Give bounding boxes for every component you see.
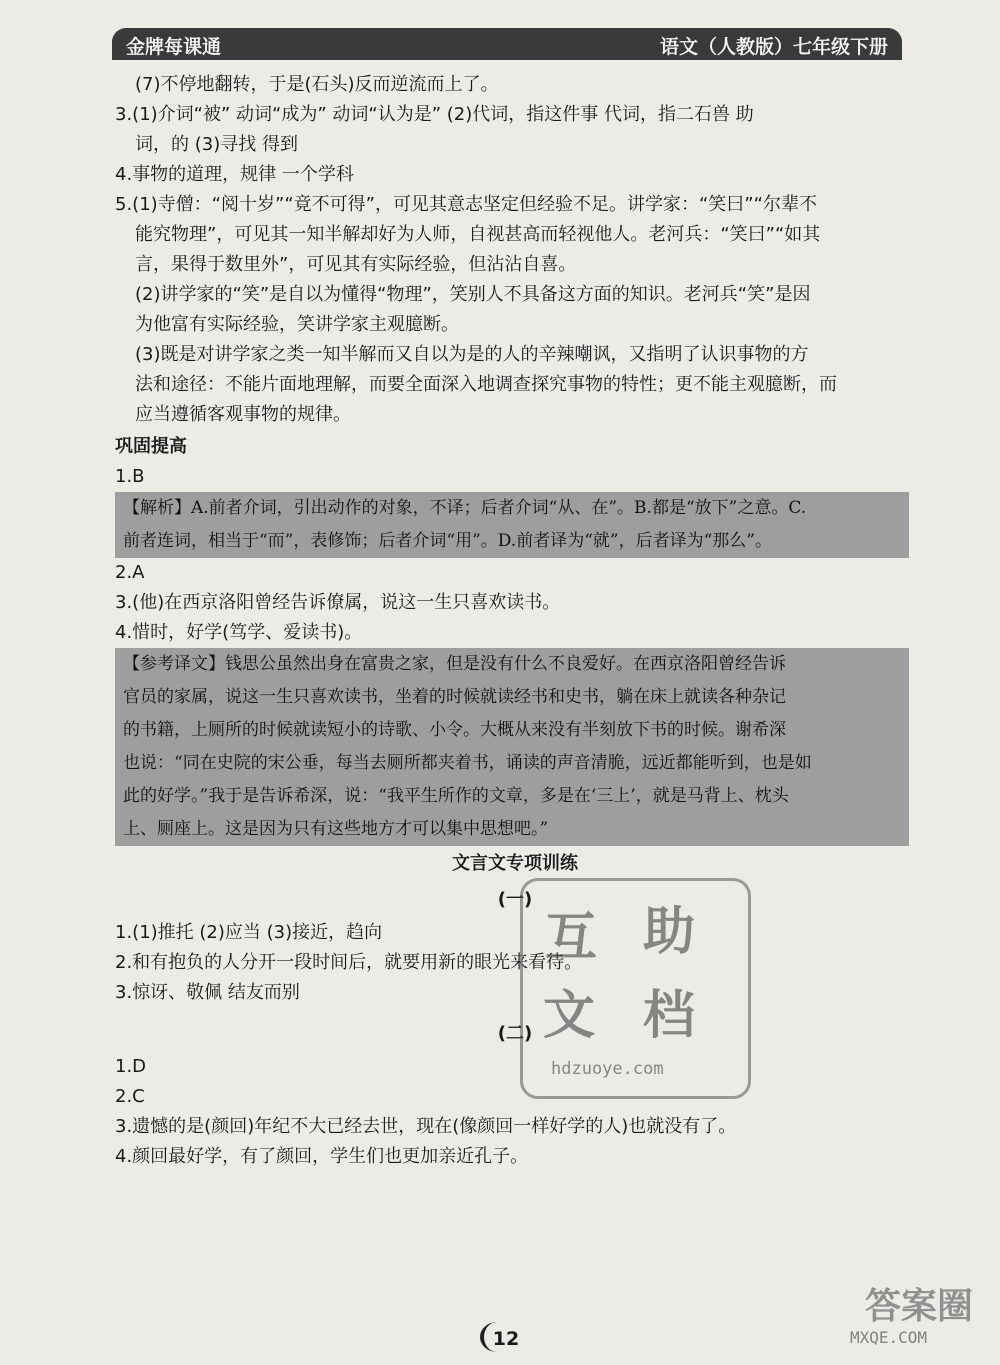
answer-line: (7)不停地翻转，于是(石头)反而逆流而上了。 xyxy=(135,74,499,95)
stamp-char: 档 xyxy=(643,986,696,1046)
stamp-char: 互 xyxy=(545,908,598,968)
section-title: 巩固提高 xyxy=(115,436,187,457)
answer-line: 1.B xyxy=(115,466,145,487)
header-book-title: 金牌每课通 xyxy=(126,36,222,58)
translation-line: 官员的家属，说这一生只喜欢读书，坐着的时候就读经书和史书，躺在床上就读各种杂记 xyxy=(123,687,786,707)
page-number-text: 12 xyxy=(492,1328,520,1350)
translation-box xyxy=(115,648,909,846)
answer-line: 3.惊讶、敬佩 结友而别 xyxy=(115,982,300,1003)
answer-line: 能究物理”，可见其一知半解却好为人师，自视甚高而轻视他人。老河兵：“笑曰”“如其 xyxy=(135,224,821,245)
answer-line: 1.D xyxy=(115,1056,147,1077)
page-content xyxy=(115,70,915,1172)
analysis-box xyxy=(115,492,909,558)
analysis-line: 前者连词，相当于“而”，表修饰；后者介词“用”。D.前者译为“就”，后者译为“那么”。 xyxy=(123,531,772,551)
answer-line: 言，果得于数里外”，可见其有实际经验，但沾沾自喜。 xyxy=(135,254,577,275)
answer-line: 1.(1)推托 (2)应当 (3)接近，趋向 xyxy=(115,922,383,943)
translation-line: 上、厕座上。这是因为只有这些地方才可以集中思想吧。” xyxy=(123,819,549,839)
part-title: (一) xyxy=(497,889,533,910)
answer-line: 法和途径：不能片面地理解，而要全面深入地调查探究事物的特性；更不能主观臆断，而 xyxy=(135,374,837,395)
stamp-char: 文 xyxy=(543,986,596,1046)
translation-line: 的书籍，上厕所的时候就读短小的诗歌、小令。大概从来没有半刻放下书的时候。谢希深 xyxy=(123,720,786,740)
answer-line: 5.(1)寺僧：“阅十岁”“竟不可得”，可见其意志坚定但经验不足。讲学家：“笑曰”“尔辈不 xyxy=(115,194,817,215)
answer-line: 4.颜回最好学，有了颜回，学生们也更加亲近孔子。 xyxy=(115,1146,529,1167)
answer-line: 3.(1)介词“被” 动词“成为” 动词“认为是” (2)代词，指这件事 代词，指二石兽 助 xyxy=(115,104,754,125)
answer-line: 2.A xyxy=(115,562,145,583)
answer-line: 2.C xyxy=(115,1086,145,1107)
answer-line: 3.遗憾的是(颜回)年纪不大已经去世，现在(像颜回一样好学的人)也就没有了。 xyxy=(115,1116,737,1137)
translation-line: 【参考译文】钱思公虽然出身在富贵之家，但是没有什么不良爱好。在西京洛阳曾经告诉 xyxy=(123,654,786,674)
translation-line: 也说：“同在史院的宋公垂，每当去厕所都夹着书，诵读的声音清脆，远近都能听到，也是如 xyxy=(123,753,812,773)
answer-line: 2.和有抱负的人分开一段时间后，就要用新的眼光来看待。 xyxy=(115,952,583,973)
corner-watermark-site: MXQE.COM xyxy=(850,1328,928,1347)
answer-line: 应当遵循客观事物的规律。 xyxy=(135,404,351,425)
watermark-stamp xyxy=(520,878,751,1099)
corner-watermark-logo: 答案圈 xyxy=(865,1286,974,1327)
answer-line: 词，的 (3)寻找 得到 xyxy=(135,134,298,155)
translation-line: 此的好学。”我于是告诉希深，说：“我平生所作的文章，多是在‘三上’，就是马背上、枕头 xyxy=(123,786,789,806)
part-title: (二) xyxy=(497,1023,533,1044)
special-training-title: 文言文专项训练 xyxy=(452,853,578,874)
answer-line: 3.(他)在西京洛阳曾经告诉僚属，说这一生只喜欢读书。 xyxy=(115,592,561,613)
page-number xyxy=(486,1322,526,1356)
answer-line: 为他富有实际经验，笑讲学家主观臆断。 xyxy=(135,314,459,335)
page-header xyxy=(112,28,902,60)
stamp-url: hdzuoye.com xyxy=(551,1059,664,1079)
crescent-icon xyxy=(480,1322,514,1352)
stamp-char: 助 xyxy=(643,902,696,962)
answer-line: (3)既是对讲学家之类一知半解而又自以为是的人的辛辣嘲讽，又指明了认识事物的方 xyxy=(135,344,809,365)
answer-line: 4.事物的道理，规律 一个学科 xyxy=(115,164,354,185)
header-subject: 语文（人教版）七年级下册 xyxy=(659,36,888,58)
answer-line: 4.惜时，好学(笃学、爱读书)。 xyxy=(115,622,363,643)
answer-line: (2)讲学家的“笑”是自以为懂得“物理”，笑别人不具备这方面的知识。老河兵“笑”是因 xyxy=(135,284,811,305)
analysis-line: 【解析】A.前者介词，引出动作的对象，不译；后者介词“从、在”。B.都是“放下”之意。C. xyxy=(123,498,807,518)
